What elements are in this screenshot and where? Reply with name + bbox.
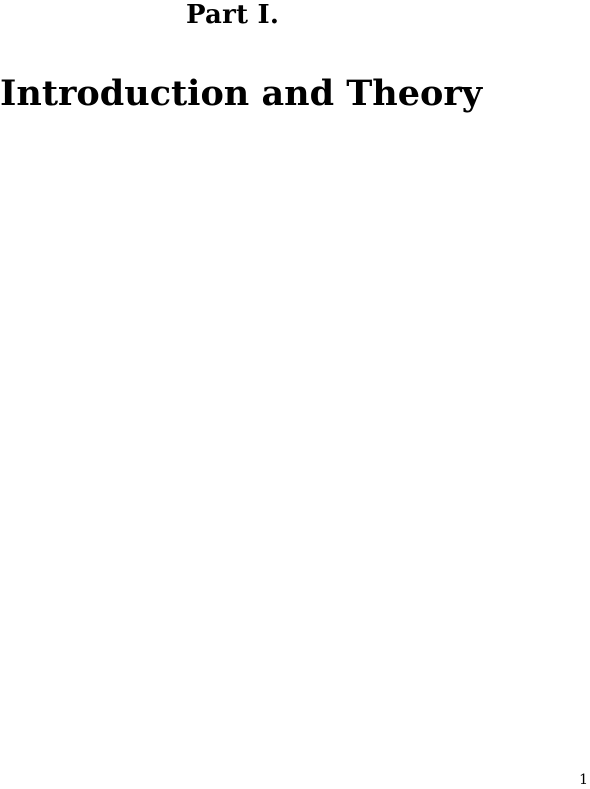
part-title: Introduction and Theory [0,73,483,114]
page-number: 1 [579,772,588,788]
part-label: Part I. [186,0,280,30]
